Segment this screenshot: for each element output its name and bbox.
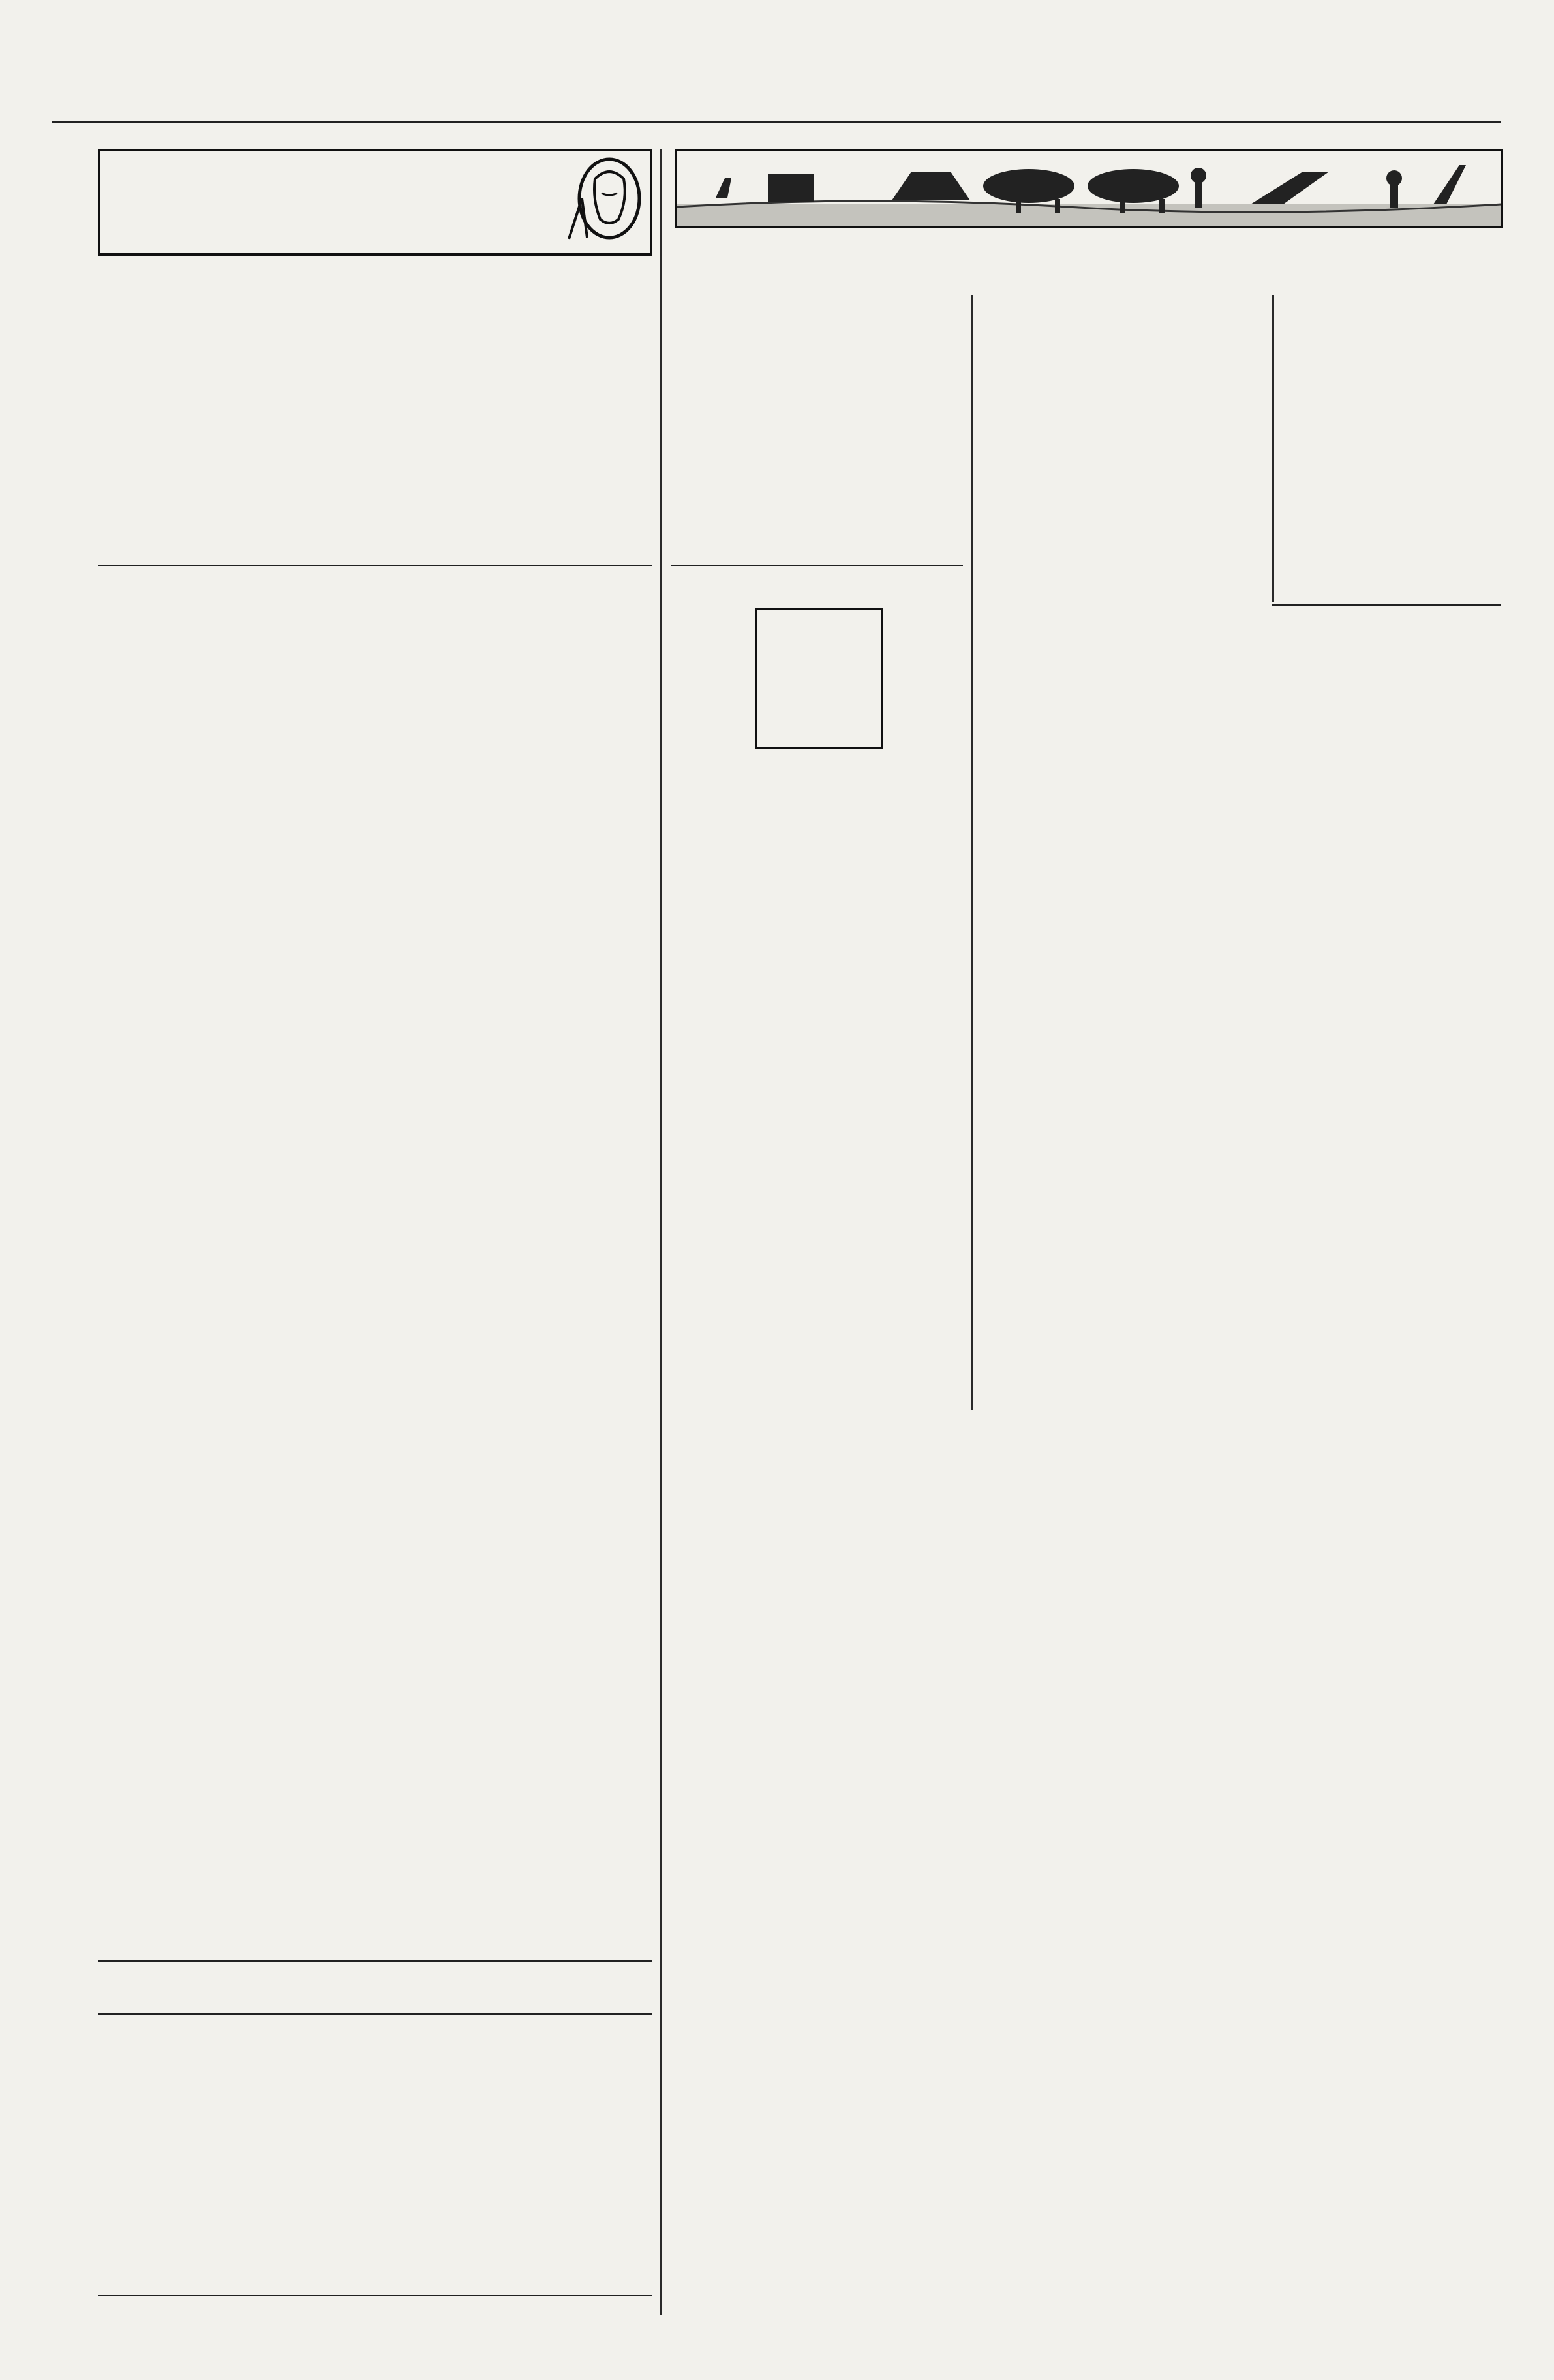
column-rule-1 xyxy=(660,149,662,2315)
calendar-notes xyxy=(98,2214,652,2291)
doneak-text xyxy=(671,754,963,1407)
galde-top-rule xyxy=(1272,604,1501,606)
azalpena-text-b xyxy=(98,1511,652,1950)
header-rule xyxy=(52,121,1501,123)
lugin-text-b xyxy=(979,856,1266,1407)
ebangelioa-text xyxy=(98,298,652,560)
praying-woman-icon xyxy=(555,153,646,249)
azalpena-rule xyxy=(98,565,652,566)
doneak-rule xyxy=(671,565,963,566)
azalpena-text xyxy=(98,610,652,1505)
lugin-text xyxy=(979,345,1266,854)
calendar-rule-bottom xyxy=(98,2013,652,2015)
barazki-intro xyxy=(1279,645,1501,701)
eliz-gayak-title-box xyxy=(98,149,652,256)
lugin-continued-right xyxy=(1279,295,1501,576)
calendar-rule-top xyxy=(98,1960,652,1962)
column-rule-2 xyxy=(971,295,973,1410)
ebangelioa-continued-text xyxy=(671,295,963,560)
saint-date-box xyxy=(755,608,883,749)
nekazaritza-banner xyxy=(675,149,1503,228)
farming-scene-icon xyxy=(677,151,1501,226)
column-rule-3 xyxy=(1272,295,1274,602)
footer-rule xyxy=(98,2295,652,2296)
barazki-text xyxy=(1279,800,1501,863)
